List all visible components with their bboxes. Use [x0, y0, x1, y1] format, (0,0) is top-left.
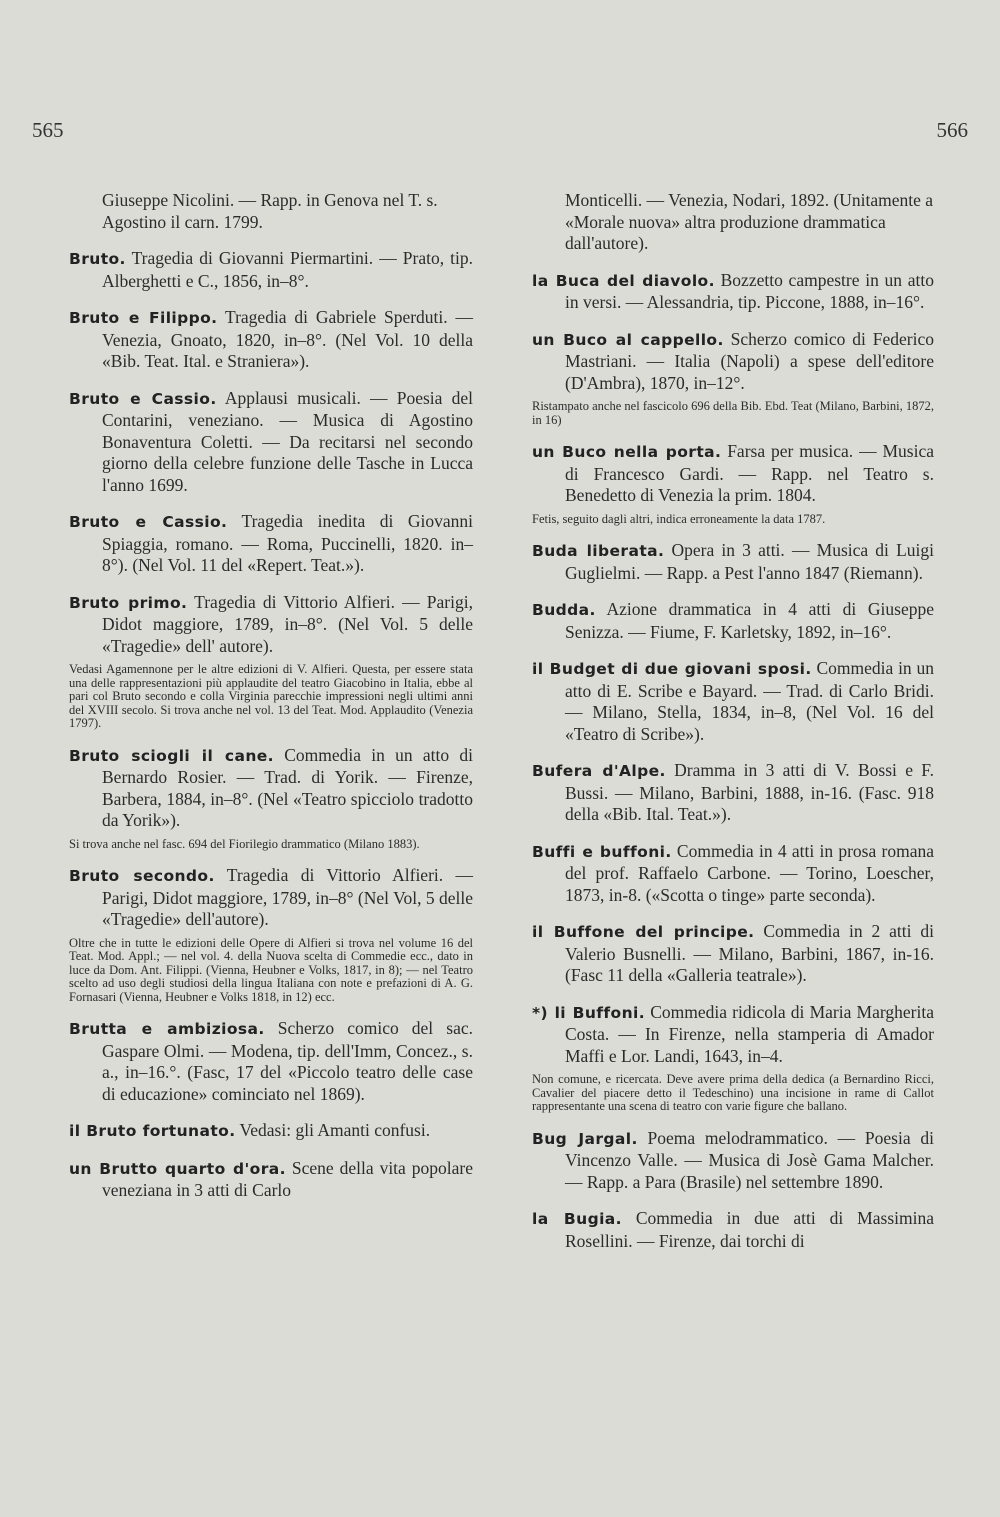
entry-title: Buffi e buffoni. [532, 842, 672, 861]
right-column [532, 190, 934, 1267]
catalog-entry [69, 511, 473, 577]
catalog-entry [532, 658, 934, 745]
entry-text: Scherzo comico del sac. Gaspare Olmi. — Modena, tip. dell'Imm, Concez., s. a., in–16.°. (Fasc, 17 del «Piccolo teatro delle case di educazione» cominciato nel 1869). [102, 1018, 473, 1104]
entry-text: Commedia ridicola di Maria Margherita Costa. — In Firenze, nella stamperia di Amador Maffi e Lor. Landi, 1643, in–4. [565, 1001, 934, 1066]
entry-title: il Bruto fortunato. [69, 1122, 236, 1140]
entry-text: Opera in 3 atti. — Musica di Luigi Guglielmi. — Rapp. a Pest l'anno 1847 (Riemann). [565, 540, 935, 583]
entry-text: Vedasi: gli Amanti confusi. [235, 1120, 431, 1140]
entry-title: il Buffone del principe. [532, 923, 755, 941]
catalog-entry [532, 441, 934, 507]
catalog-entry [69, 745, 473, 832]
entry-title: un Brutto quarto d'ora. [69, 1159, 286, 1178]
entry-note: Non comune, e ricercata. Deve avere prima della dedica (a Bernardino Ricci, Cavalier del piacere detto il Tedeschino) una incisione in rame di Callot rappresentante una scena di teatro con varie figure che ballano. [532, 1072, 934, 1113]
entry-title: *) li Buffoni. [532, 1003, 646, 1022]
catalog-entry [532, 921, 934, 987]
entry-title: un Buco nella porta. [532, 443, 722, 461]
entry-note: Vedasi Agamennone per le altre edizioni di V. Alfieri. Questa, per essere stata una delle rappresentazioni più applaudite del teatro Giacobino in Italia, ebbe al pari col Bruto secondo e colla Virginia parecchie impressioni negli ultimi anni del XVIII secolo. Si trova anche nel vol. 13 del Teat. Mod. Applaudito (Venezia 1797). [69, 662, 473, 730]
entry-text: Tragedia di Giovanni Piermartini. — Prato, tip. Alberghetti e C., 1856, in–8°. [102, 248, 473, 291]
catalog-entry [69, 248, 473, 292]
entry-title: Buda liberata. [532, 542, 665, 560]
entry-title: Bruto primo. [69, 593, 188, 612]
catalog-entry [532, 1002, 934, 1068]
entry-text: Commedia in due atti di Massimina Rosellini. — Firenze, dai torchi di [565, 1208, 934, 1251]
entry-text: Azione drammatica in 4 atti di Giuseppe Senizza. — Fiume, F. Karletsky, 1892, in–16°. [565, 599, 934, 642]
entry-title: Bruto sciogli il cane. [69, 746, 274, 765]
entry-title: la Buca del diavolo. [532, 271, 715, 290]
catalog-entry [69, 1018, 473, 1105]
entry-text: Commedia in 2 atti di Valerio Busnelli. — Milano, Barbini, 1867, in-16. (Fasc 11 della «Galleria teatrale»). [565, 921, 934, 985]
entry-title: Bruto secondo. [69, 867, 215, 885]
entry-text: Farsa per musica. — Musica di Francesco Gardi. — Rapp. nel Teatro s. Benedetto di Venezia la prim. 1804. [565, 441, 934, 505]
entry-text: Dramma in 3 atti di V. Bossi e F. Bussi. — Milano, Barbini, 1888, in-16. (Fasc. 918 della «Bib. Ital. Teat.»). [565, 760, 934, 824]
entry-note: Si trova anche nel fasc. 694 del Fiorilegio drammatico (Milano 1883). [69, 836, 420, 851]
catalog-entry [69, 592, 473, 658]
catalog-entry [532, 540, 934, 584]
entry-continuation: Monticelli. — Venezia, Nodari, 1892. (Unitamente a «Morale nuova» altra produzione drammatica dall'autore). [565, 190, 934, 253]
entry-text: Scherzo comico di Federico Mastriani. — Italia (Napoli) a spese dell'editore (D'Ambra), 1870, in–12°. [565, 328, 934, 393]
entry-text: Poema melodrammatico. — Poesia di Vincenzo Valle. — Musica di Josè Gama Malcher. — Rapp. a Para (Brasile) nel settembre 1890. [565, 1127, 934, 1192]
entry-text: Tragedia di Gabriele Sperduti. — Venezia, Gnoato, 1820, in–8°. (Nel Vol. 10 della «Bib. Teat. Ital. e Straniera»). [102, 307, 474, 371]
catalog-entry [69, 388, 473, 497]
entry-note: Fetis, seguito dagli altri, indica erroneamente la data 1787. [532, 511, 826, 526]
entry-title: Bug Jargal. [532, 1129, 638, 1148]
entry-text: Bozzetto campestre in un atto in versi. — Alessandria, tip. Piccone, 1888, in–16°. [565, 269, 935, 312]
entry-text: Scene della vita popolare veneziana in 3 atti di Carlo [102, 1157, 473, 1200]
entry-title: un Buco al cappello. [532, 330, 724, 349]
entry-title: Budda. [532, 601, 596, 619]
entry-text: Commedia in un atto di Bernardo Rosier. — Trad. di Yorik. — Firenze, Barbera, 1884, in–8°. (Nel «Teatro spicciolo tradotto da Yorik»). [102, 744, 473, 830]
entry-text: Tragedia di Vittorio Alfieri. — Parigi, Didot maggiore, 1789, in–8° (Nel Vol, 5 delle «Tragedie» dell'autore). [102, 865, 473, 929]
entry-text: Tragedia di Vittorio Alfieri. — Parigi, Didot maggiore, 1789, in–8°. (Nel Vol. 5 delle «Tragedie» dell' autore). [102, 591, 473, 656]
entry-text: Commedia in un atto di E. Scribe e Bayard. — Trad. di Carlo Bridi. — Milano, Stella, 1834, in–8, (Nel Vol. 16 del «Teatro di Scribe»). [565, 658, 934, 744]
catalog-entry [532, 1128, 934, 1194]
entry-title: Bufera d'Alpe. [532, 762, 666, 780]
catalog-entry [69, 865, 473, 931]
entry-note: Ristampato anche nel fascicolo 696 della Bib. Ebd. Teat (Milano, Barbini, 1872, in 16) [532, 399, 934, 427]
catalog-entry [69, 307, 473, 373]
catalog-entry [532, 599, 934, 643]
entry-text: Tragedia inedita di Giovanni Spiaggia, romano. — Roma, Puccinelli, 1820. in–8°). (Nel Vol. 11 del «Repert. Teat.»). [102, 511, 473, 575]
left-column [69, 190, 473, 1217]
entry-continuation: Giuseppe Nicolini. — Rapp. in Genova nel T. s. Agostino il carn. 1799. [102, 190, 438, 232]
page-number-left: 565 [32, 118, 64, 142]
entry-text: Applausi musicali. — Poesia del Contarini, veneziano. — Musica di Agostino Bonaventura Coletti. — Da recitarsi nel secondo giorno della celebre funzione delle Tasche in Lucca l'anno 1699. [102, 387, 473, 495]
page-number-right: 566 [936, 118, 968, 142]
entry-text: Commedia in 4 atti in prosa romana del prof. Raffaelo Carbone. — Torino, Loescher, 1873, in-8. («Scotta o tinge» parte seconda). [565, 840, 934, 905]
catalog-entry [69, 1120, 473, 1143]
entry-title: la Bugia. [532, 1210, 622, 1228]
entry-title: Bruto. [69, 250, 126, 268]
entry-title: Bruto e Cassio. [69, 513, 228, 531]
entry-title: Bruto e Cassio. [69, 389, 217, 408]
catalog-entry [532, 270, 934, 314]
entry-note: Oltre che in tutte le edizioni delle Opere di Alfieri si trova nel volume 16 del Teat. Mod. Appl.; — nel vol. 4. della Nuova scelta di Commedie ecc., dato in luce da Dom. Ant. Filippi. (Vienna, Heubner e Volks, 1817, in 8); — nel Teatro scelto ad uso degli studiosi della lingua Italiana con note e prefazioni di A. G. Fornasari (Vienna, Heubner e Volks 1818, in 12) ecc. [69, 935, 473, 1004]
catalog-entry [532, 841, 934, 907]
catalog-entry [532, 329, 934, 395]
entry-title: Brutta e ambiziosa. [69, 1020, 265, 1038]
catalog-entry [532, 760, 934, 826]
catalog-entry [69, 1158, 473, 1202]
entry-title: il Budget di due giovani sposi. [532, 660, 812, 678]
catalog-entry [532, 1208, 934, 1252]
entry-title: Bruto e Filippo. [69, 309, 218, 327]
